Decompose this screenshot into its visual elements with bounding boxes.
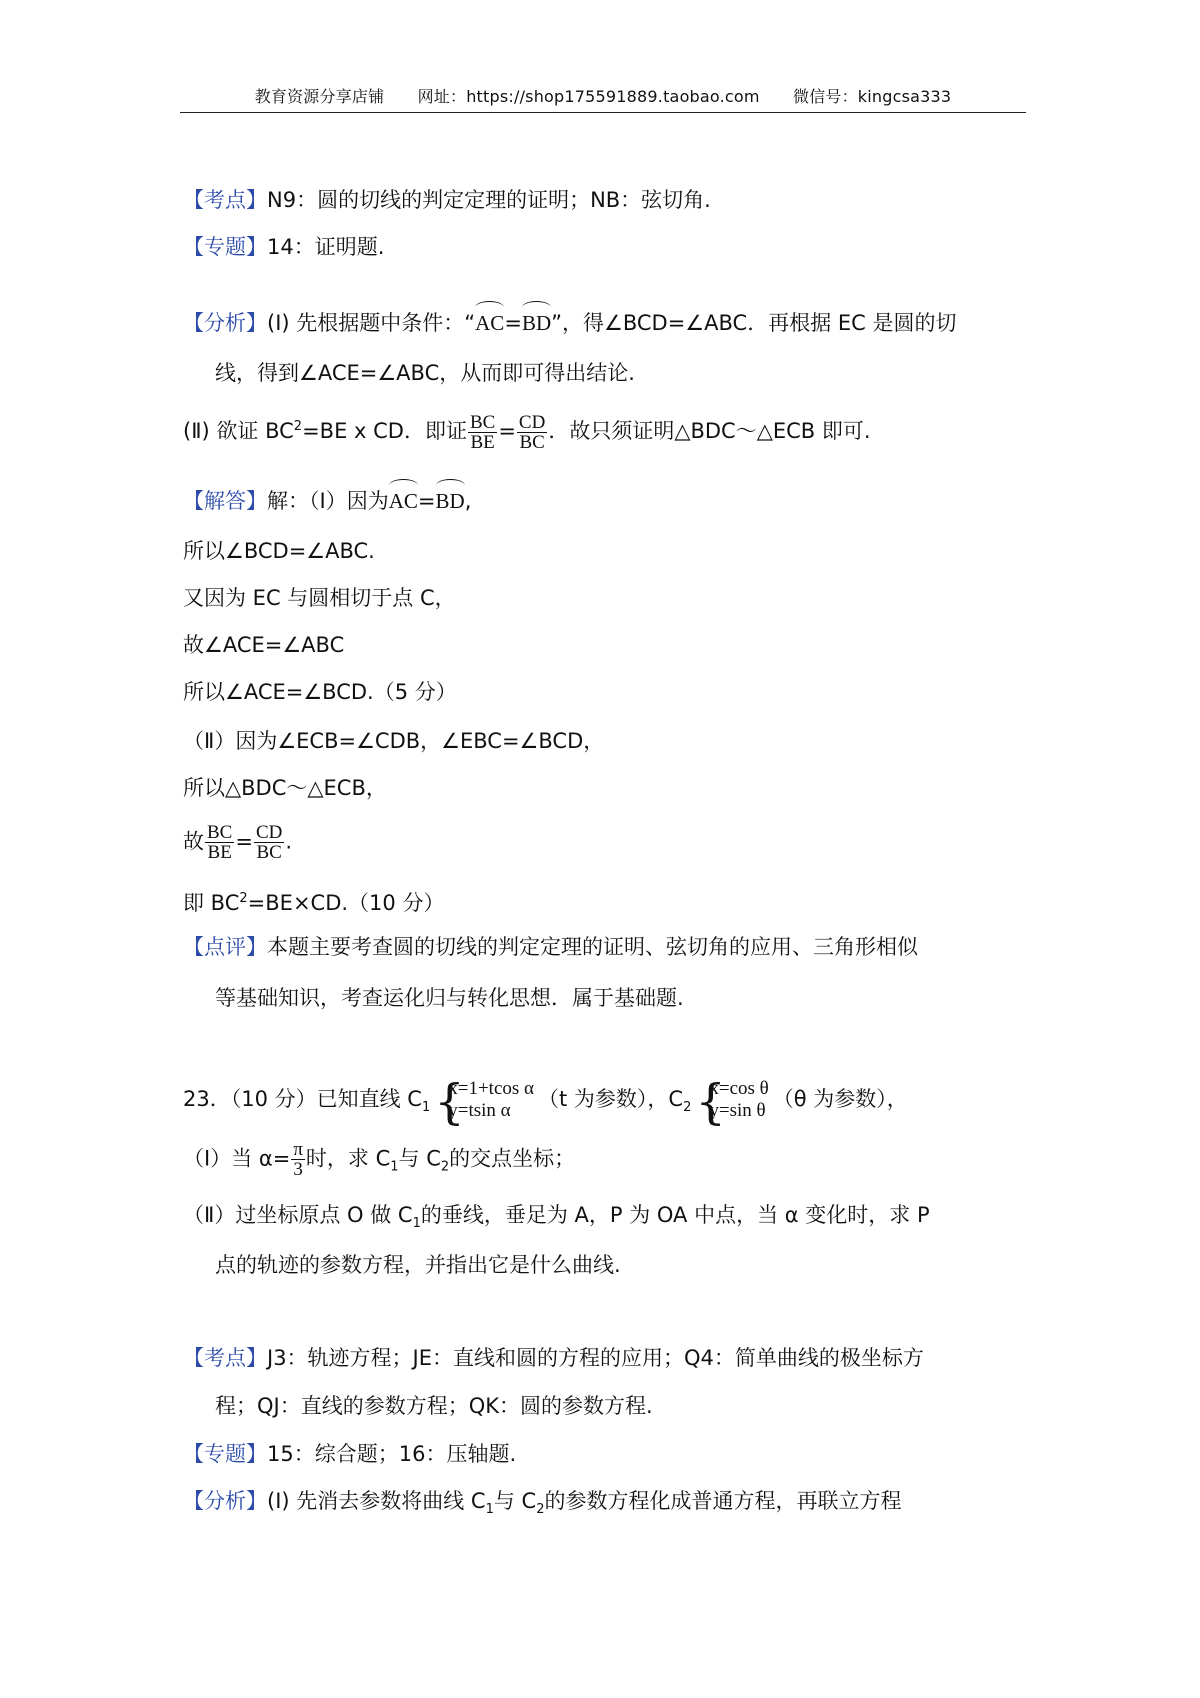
subscript: 1 [390, 1159, 399, 1175]
superscript: 2 [293, 419, 303, 434]
q23-text: （Ⅱ）过坐标原点 O 做 C [183, 1203, 413, 1227]
brace-icon: { [695, 1074, 726, 1130]
zhuanti-tag: 【专题】 [183, 1442, 267, 1466]
equals-sign: = [235, 829, 253, 854]
subscript: 2 [440, 1159, 450, 1175]
header-wechat: 微信号：kingcsa333 [792, 87, 952, 106]
fenxi-text: 线，得到∠ACE=∠ABC，从而即可得出结论. [215, 361, 635, 385]
fenxi-tag: 【分析】 [183, 311, 267, 335]
kaodian-line [183, 185, 711, 215]
kaodian2-line-2: 程；QJ：直线的参数方程；QK：圆的参数方程. [215, 1394, 653, 1418]
fenxi-text: ．故只须证明△BDC～△ECB 即可. [548, 419, 871, 443]
dianping-line-2: 等基础知识，考查运化归与转化思想．属于基础题. [215, 986, 684, 1010]
zhuanti-text: 15：综合题；16：压轴题. [267, 1442, 517, 1466]
page-header [180, 84, 1026, 113]
numerator: CD [255, 822, 283, 843]
q23-line-1 [183, 1074, 908, 1130]
jieda-line-7: 所以△BDC～△ECB， [183, 776, 387, 800]
fenxi-text: (Ⅱ) 欲证 BC [183, 419, 294, 443]
denominator: BC [256, 842, 282, 863]
superscript: 2 [239, 891, 248, 906]
jieda-text: =BE×CD.（10 分） [247, 891, 445, 915]
dianping-text: 本题主要考查圆的切线的判定定理的证明、弦切角的应用、三角形相似 [267, 935, 918, 959]
brace-icon: { [434, 1074, 465, 1130]
fenxi-line-3 [183, 412, 871, 452]
subscript: 1 [421, 1100, 431, 1116]
kaodian-text: J3：轨迹方程；JE：直线和圆的方程的应用；Q4：简单曲线的极坐标方 [267, 1346, 924, 1370]
kaodian-tag: 【考点】 [183, 188, 267, 212]
denominator: BE [470, 431, 495, 453]
fenxi-text: (Ⅰ) 先根据题中条件：“ [267, 311, 476, 335]
fraction-cd-bc [517, 413, 547, 452]
dianping-line-1 [183, 932, 918, 962]
q23-text: （θ 为参数）， [772, 1087, 908, 1111]
q23-text: 23．（10 分）已知直线 C [183, 1087, 422, 1111]
jieda-line-2: 所以∠BCD=∠ABC. [183, 539, 375, 563]
subscript: 1 [485, 1502, 494, 1518]
zhuanti-tag: 【专题】 [183, 235, 267, 259]
numerator: BC [207, 822, 233, 843]
header-shop: 教育资源分享店铺 [254, 87, 385, 106]
jieda-text: 即 BC [183, 891, 240, 915]
equals-sign: = [417, 489, 436, 513]
zhuanti-line [183, 232, 384, 262]
fenxi-line-1 [183, 304, 956, 338]
numerator: BC [469, 411, 496, 433]
fraction-bc-be [205, 823, 234, 862]
kaodian-text: N9：圆的切线的判定定理的证明；NB：弦切角. [267, 188, 711, 212]
equals-sign: = [498, 419, 516, 443]
fenxi-line-2 [215, 358, 635, 388]
arc-ac: AC [389, 482, 418, 516]
header-site: 网址：https://shop175591889.taobao.com [417, 87, 760, 106]
subscript: 1 [412, 1216, 421, 1232]
fraction-pi-3 [291, 1140, 305, 1179]
fenxi-text: 与 C [493, 1489, 537, 1513]
q23-text: 的垂线，垂足为 A，P 为 OA 中点，当 α 变化时，求 P [420, 1203, 930, 1227]
arc-bd: BD [522, 304, 551, 338]
fraction-bc-be [468, 413, 497, 452]
fenxi-text: 的参数方程化成普通方程，再联立方程 [544, 1489, 902, 1513]
equation-row: x=cos θ [709, 1078, 769, 1099]
fenxi2-line [183, 1486, 902, 1525]
jieda-line-9 [183, 884, 444, 918]
fenxi-text: ”，得∠BCD=∠ABC．再根据 EC 是圆的切 [551, 311, 957, 335]
denominator: BC [519, 431, 545, 453]
jieda-line-3: 又因为 EC 与圆相切于点 C， [183, 586, 456, 610]
zhuanti2-line [183, 1439, 516, 1469]
arc-bd: BD [436, 482, 465, 516]
comma: , [464, 489, 472, 513]
q23-text: （Ⅰ）当 α= [183, 1146, 291, 1171]
q23-text: 的交点坐标； [449, 1146, 576, 1171]
q23-text: 时，求 C [305, 1146, 391, 1171]
numerator: CD [518, 411, 546, 433]
jieda-tag: 【解答】 [183, 489, 267, 513]
jieda-text: 解：（Ⅰ）因为 [267, 489, 389, 513]
arc-ac: AC [475, 304, 504, 338]
fenxi-text: =BE x CD．即证 [302, 419, 467, 443]
denominator: BE [207, 842, 232, 863]
fraction-cd-bc [254, 823, 284, 862]
denominator: 3 [293, 1159, 303, 1180]
fenxi-tag: 【分析】 [183, 1489, 267, 1513]
jieda-line-5: 所以∠ACE=∠BCD.（5 分） [183, 680, 457, 704]
equation-row: x=1+tcos α [448, 1078, 534, 1099]
equals-sign: = [504, 311, 522, 335]
period: . [285, 829, 293, 854]
q23-part-ii-2: 点的轨迹的参数方程，并指出它是什么曲线. [215, 1253, 621, 1277]
kaodian-tag: 【考点】 [183, 1346, 267, 1370]
dianping-tag: 【点评】 [183, 935, 267, 959]
jieda-text: 故 [183, 829, 204, 854]
q23-part-i [183, 1140, 575, 1183]
q23-text: 与 C [398, 1146, 441, 1171]
q23-part-ii [183, 1200, 930, 1239]
equation-system-c1 [434, 1074, 534, 1130]
q23-text: （t 为参数），C [538, 1087, 684, 1111]
subscript: 2 [683, 1100, 692, 1116]
jieda-line-6: （Ⅱ）因为∠ECB=∠CDB，∠EBC=∠BCD， [183, 729, 605, 753]
zhuanti-text: 14：证明题. [267, 235, 385, 259]
kaodian2-line-1 [183, 1343, 924, 1373]
subscript: 2 [536, 1502, 545, 1518]
numerator: π [293, 1139, 303, 1160]
equation-row: y=sin θ [709, 1100, 766, 1121]
jieda-line-8 [183, 823, 292, 862]
equation-row: y=tsin α [448, 1100, 511, 1121]
equation-system-c2 [695, 1074, 769, 1130]
fenxi-text: (Ⅰ) 先消去参数将曲线 C [267, 1489, 486, 1513]
jieda-line-4: 故∠ACE=∠ABC [183, 633, 345, 657]
jieda-line-1 [183, 482, 471, 516]
